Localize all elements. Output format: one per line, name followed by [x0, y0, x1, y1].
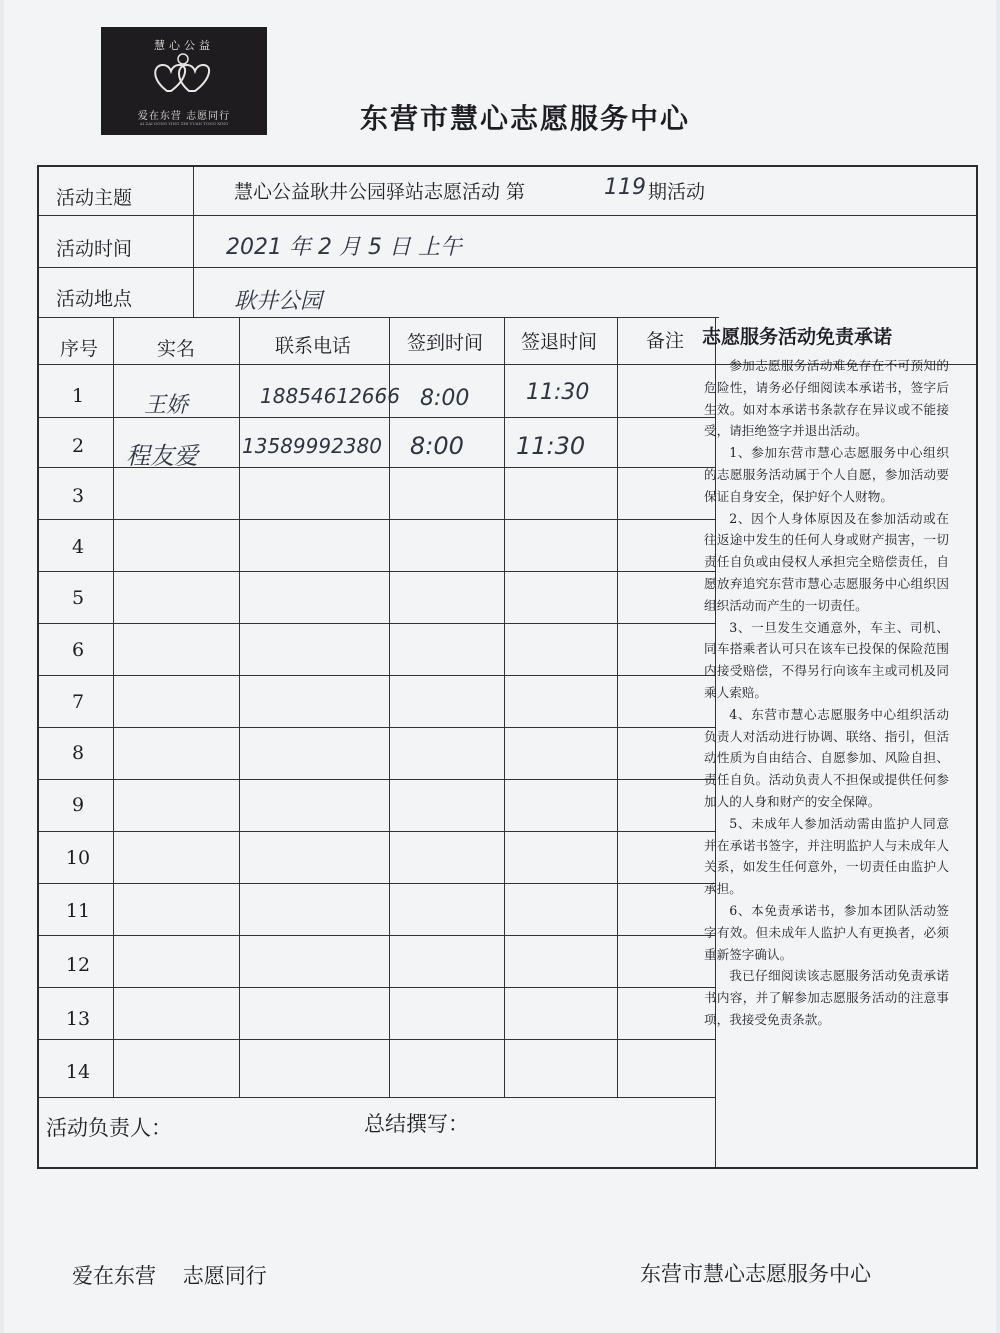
- disclaimer-paragraph: 5、未成年人参加活动需由监护人同意并在承诺书签字，并注明监护人与未成年人关系，如发生任何意外，一切责任由监护人承担。: [704, 815, 949, 897]
- theme-label: 活动主题: [56, 187, 133, 209]
- disclaimer-paragraph: 1、参加东营市慧心志愿服务中心组织的志愿服务活动属于个人自愿，参加活动要保证自身安全，保护好个人财物。: [704, 445, 949, 504]
- logo-pinyin: AI ZAI DONG YING ZHI YUAN TONG XING: [139, 121, 229, 126]
- heart-icon: [149, 51, 219, 101]
- logo-slogan: 爱在东营 志愿同行: [137, 111, 231, 122]
- row-number: 3: [71, 485, 85, 507]
- place-value: 耿井公园: [234, 289, 323, 314]
- footer-slogan: 爱在东营 志愿同行: [72, 1264, 267, 1288]
- logo-mark-text: 慧心公益: [154, 39, 214, 52]
- place-label: 活动地点: [56, 288, 133, 310]
- footer-organization: 东营市慧心志愿服务中心: [640, 1262, 871, 1286]
- disclaimer-paragraph: 6、本免责承诺书，参加本团队活动签字有效。但未成年人监护人有更换者，必须重新签字确认。: [704, 902, 949, 962]
- theme-issue: 119: [604, 175, 646, 200]
- header-remark: 备注: [645, 330, 684, 352]
- theme-value-prefix: 慧心公益耿井公园驿站志愿活动 第: [234, 181, 526, 203]
- row-number: 14: [65, 1061, 91, 1083]
- row-number: 10: [65, 847, 91, 869]
- disclaimer-paragraph: 参加志愿服务活动难免存在不可预知的危险性，请务必仔细阅读本承诺书，签字后生效。如对本承诺书条款存在异议或不能接受，请拒绝签字并退出活动。: [704, 358, 949, 439]
- entry-phone: 18854612666: [260, 384, 400, 408]
- row-number: 12: [65, 954, 91, 976]
- organization-logo: [101, 27, 267, 135]
- entry-sign-out: 11:30: [526, 380, 590, 405]
- theme-value-suffix: 期活动: [648, 181, 706, 203]
- row-number: 6: [71, 639, 85, 661]
- page-title: 东营市慧心志愿服务中心: [360, 102, 691, 135]
- disclaimer-paragraph: 3、一旦发生交通意外，车主、司机、同车搭乘者认可只在该车已投保的保险范围内接受赔偿，不得另行向该车主或司机及同乘人索赔。: [704, 619, 949, 700]
- entry-phone: 13589992380: [242, 434, 382, 458]
- summary-label: 总结撰写：: [364, 1112, 469, 1136]
- header-sign-out: 签退时间: [520, 331, 597, 353]
- disclaimer-text: [704, 355, 949, 1031]
- entry-name: 程友爱: [126, 442, 198, 470]
- row-number: 9: [71, 794, 85, 816]
- row-number: 5: [71, 587, 85, 609]
- disclaimer-paragraph: 2、因个人身体原因及在参加活动或在往返途中发生的任何人身或财产损害，一切责任自负或由侵权人承担完全赔偿责任，自愿放弃追究东营市慧心志愿服务中心组织因组织活动而产生的一切责任。: [704, 510, 949, 613]
- leader-label: 活动负责人：: [46, 1116, 172, 1140]
- time-label: 活动时间: [56, 238, 133, 260]
- header-sign-in: 签到时间: [406, 332, 483, 354]
- disclaimer-paragraph: 我已仔细阅读该志愿服务活动免责承诺书内容，并了解参加志愿服务活动的注意事项，我接受免责条款。: [704, 968, 949, 1027]
- row-number: 4: [71, 536, 85, 558]
- disclaimer-title: 志愿服务活动免责承诺: [702, 326, 893, 348]
- header-no: 序号: [59, 338, 98, 360]
- row-number: 2: [71, 435, 85, 457]
- header-name: 实名: [156, 338, 195, 360]
- time-value: 2021 年 2 月 5 日 上午: [226, 235, 462, 260]
- row-number: 7: [71, 691, 85, 713]
- entry-sign-in: 8:00: [420, 386, 470, 411]
- entry-name: 王娇: [144, 393, 189, 418]
- row-number: 1: [71, 385, 85, 407]
- entry-sign-out: 11:30: [516, 432, 586, 460]
- entry-sign-in: 8:00: [410, 432, 464, 460]
- header-phone: 联系电话: [274, 335, 351, 357]
- row-number: 13: [65, 1008, 91, 1030]
- row-number: 8: [71, 742, 85, 764]
- disclaimer-paragraph: 4、东营市慧心志愿服务中心组织活动负责人对活动进行协调、联络、指引，但活动性质为自由结合、自愿参加、风险自担、责任自负。活动负责人不担保或提供任何参加人的人身和财产的安全保障。: [704, 706, 949, 809]
- row-number: 11: [65, 900, 91, 922]
- paper-sheet: [4, 0, 996, 1333]
